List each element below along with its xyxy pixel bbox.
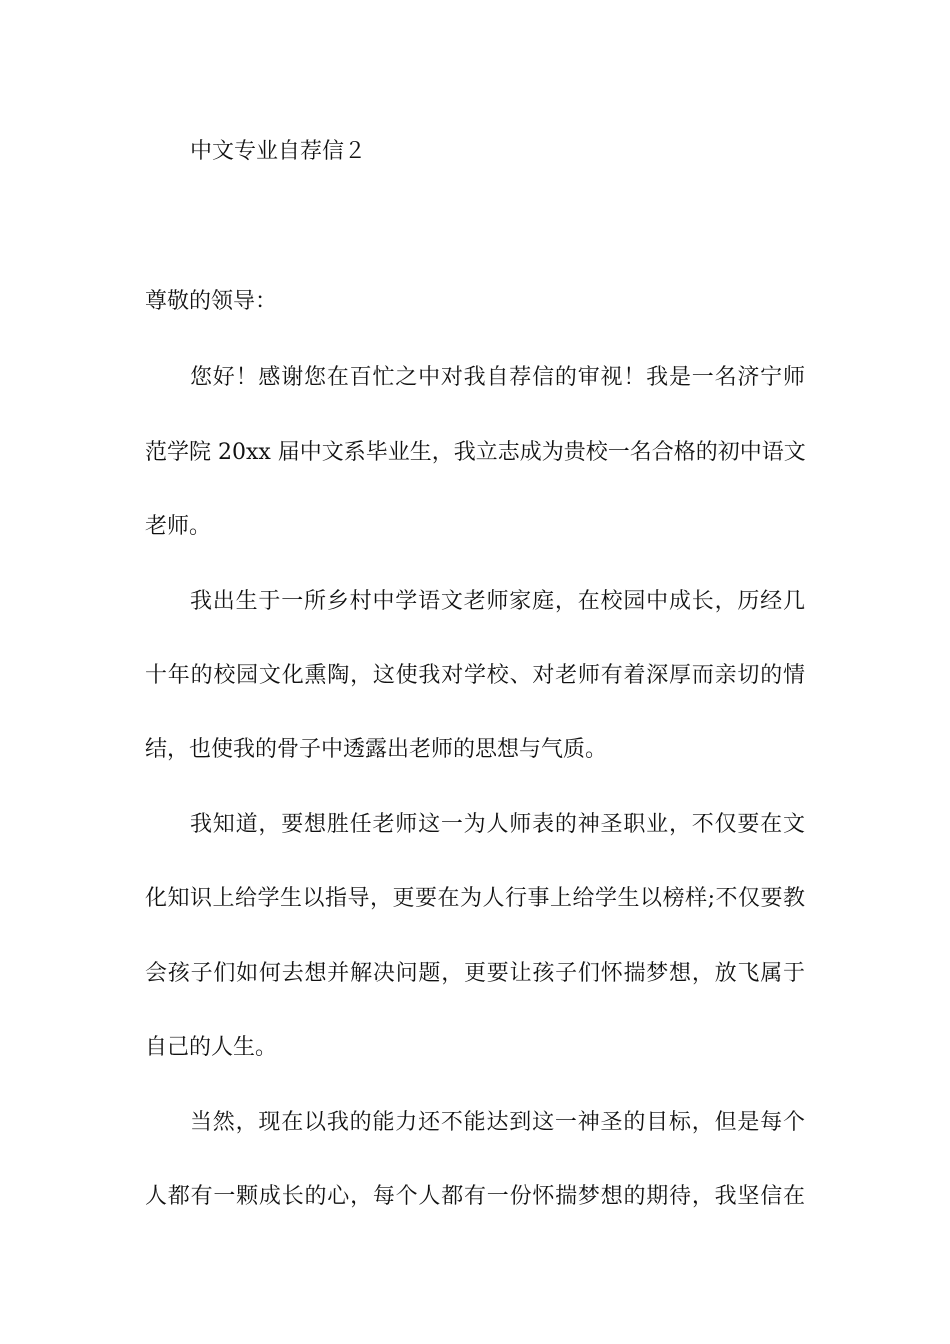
paragraph-2-line-1: 我出生于一所乡村中学语文老师家庭，在校园中成长，历经几 [190, 589, 805, 614]
paragraph-3-line-1: 我知道，要想胜任老师这一为人师表的神圣职业，不仅要在文 [190, 812, 805, 837]
paragraph-3-line-4: 自己的人生。 [145, 1035, 278, 1060]
paragraph-2-line-3: 结，也使我的骨子中透露出老师的思想与气质。 [145, 737, 608, 762]
paragraph-3-line-3: 会孩子们如何去想并解决问题，更要让孩子们怀揣梦想，放飞属于 [145, 961, 805, 986]
paragraph-1-line-3: 老师。 [145, 514, 212, 539]
document-title: 中文专业自荐信２ [190, 139, 367, 164]
paragraph-1-line-1: 您好！感谢您在百忙之中对我自荐信的审视！我是一名济宁师 [190, 365, 805, 390]
paragraph-4-line-1: 当然，现在以我的能力还不能达到这一神圣的目标，但是每个 [190, 1110, 805, 1135]
paragraph-4-line-2: 人都有一颗成长的心，每个人都有一份怀揣梦想的期待，我坚信在 [145, 1184, 805, 1209]
salutation: 尊敬的领导： [145, 289, 278, 314]
paragraph-3-line-2: 化知识上给学生以指导，更要在为人行事上给学生以榜样;不仅要教 [145, 886, 805, 911]
paragraph-2-line-2: 十年的校园文化熏陶，这使我对学校、对老师有着深厚而亲切的情 [145, 663, 805, 688]
paragraph-1-line-2: 范学院 20xx 届中文系毕业生，我立志成为贵校一名合格的初中语文 [145, 440, 806, 465]
